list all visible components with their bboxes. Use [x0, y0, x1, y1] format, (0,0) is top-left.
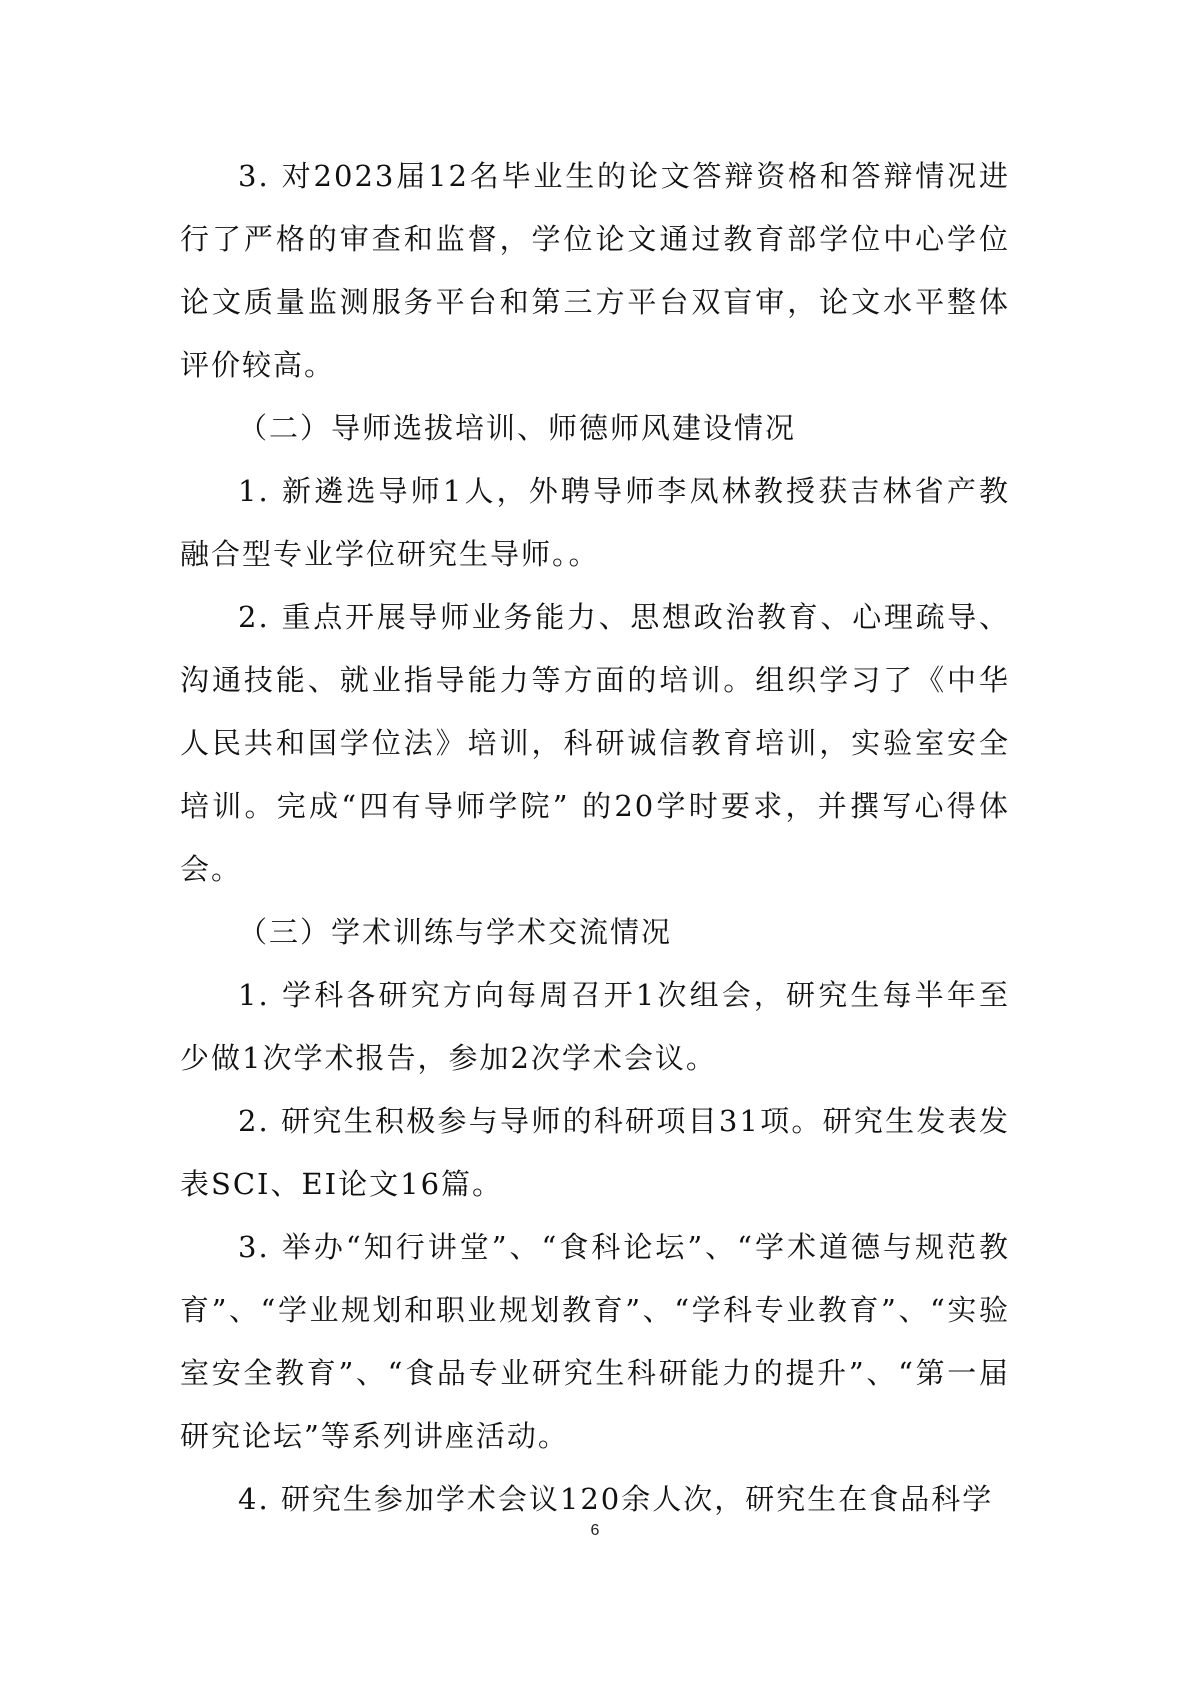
document-body [180, 145, 1010, 1531]
section-heading-academic-training: （三）学术训练与学术交流情况 [238, 915, 673, 949]
paragraph-lecture-series: 3. 举办“知行讲堂”、“食科论坛”、“学术道德与规范教育”、“学业规划和职业规划教育”、“学科专业教育”、“实验室安全教育”、“食品专业研究生科研能力的提升”、“第一届研究论坛”等系列讲座活动。 [180, 1230, 1010, 1453]
paragraph-supervisor-training-topics: 2. 重点开展导师业务能力、思想政治教育、心理疏导、沟通技能、就业指导能力等方面的培训。组织学习了《中华人民共和国学位法》培训，科研诚信教育培训，实验室安全培训。完成“四有导师学院” 的20学时要求，并撰写心得体会。 [180, 600, 1010, 886]
paragraph-group-meetings: 1. 学科各研究方向每周召开1次组会，研究生每半年至少做1次学术报告，参加2次学术会议。 [180, 978, 1010, 1075]
section-heading-supervisor-training: （二）导师选拔培训、师德师风建设情况 [238, 411, 797, 445]
paragraph-thesis-defense: 3. 对2023届12名毕业生的论文答辩资格和答辩情况进行了严格的审查和监督，学位论文通过教育部学位中心学位论文质量监测服务平台和第三方平台双盲审，论文水平整体评价较高。 [180, 159, 1010, 382]
page-number: 6 [590, 1522, 600, 1539]
paragraph-new-supervisors: 1. 新遴选导师1人，外聘导师李凤林教授获吉林省产教融合型专业学位研究生导师。。 [180, 474, 1010, 571]
paragraph-academic-conferences: 4. 研究生参加学术会议120余人次，研究生在食品科学 [238, 1482, 994, 1516]
paragraph-research-projects: 2. 研究生积极参与导师的科研项目31项。研究生发表发表SCI、EI论文16篇。 [180, 1104, 1010, 1201]
